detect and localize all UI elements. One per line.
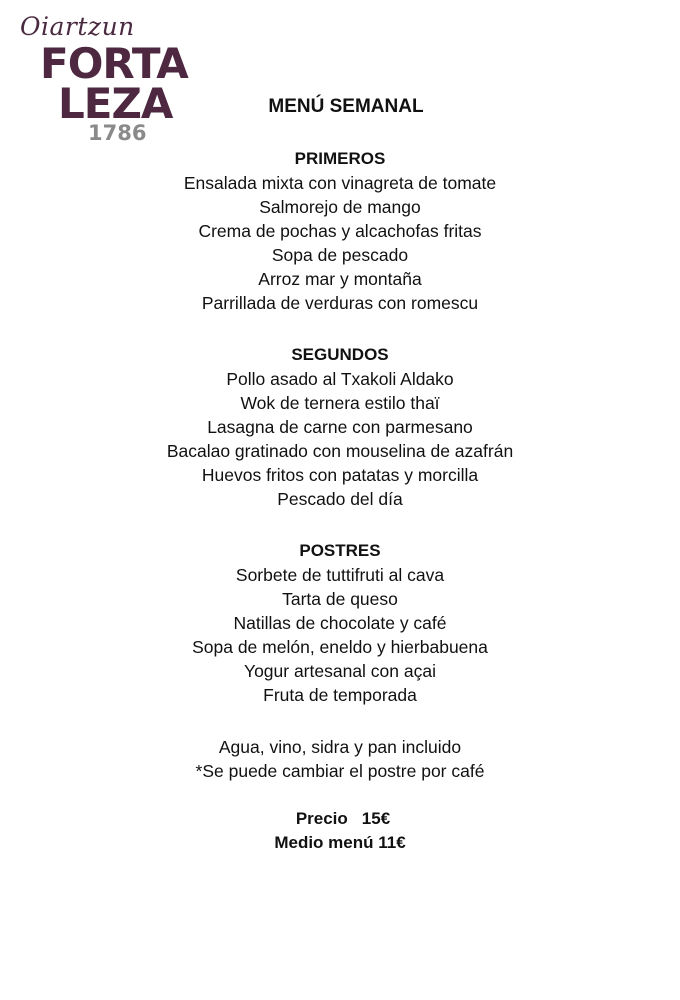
- menu-item: Bacalao gratinado con mouselina de azafrán: [166, 441, 514, 461]
- menu-notes: [0, 735, 680, 783]
- price-label: Precio: [295, 809, 348, 828]
- logo-word-forta: FORTA: [40, 39, 188, 88]
- price-line: [0, 807, 680, 831]
- logo-script-text: Oiartzun: [20, 12, 135, 41]
- included-note: Agua, vino, sidra y pan incluido: [218, 737, 462, 757]
- menu-item: Tarta de queso: [282, 589, 398, 609]
- menu-item: Wok de ternera estilo thaï: [240, 393, 440, 413]
- menu-item: Huevos fritos con patatas y morcilla: [201, 465, 479, 485]
- menu-item: Pescado del día: [277, 489, 403, 509]
- menu-item: Fruta de temporada: [263, 685, 417, 705]
- section-heading-postres: POSTRES: [299, 541, 381, 560]
- price-block: [0, 807, 680, 855]
- price-value: 15€: [361, 809, 391, 828]
- segundos-list: [0, 367, 680, 511]
- weekly-menu: [0, 92, 680, 855]
- logo-year: 1786: [88, 121, 147, 145]
- section-heading-segundos: SEGUNDOS: [291, 345, 389, 364]
- menu-item: Natillas de chocolate y café: [233, 613, 447, 633]
- menu-item: Sorbete de tuttifruti al cava: [235, 565, 445, 585]
- menu-item: Crema de pochas y alcachofas fritas: [198, 221, 482, 241]
- menu-item: Salmorejo de mango: [259, 197, 421, 217]
- dessert-swap-note: *Se puede cambiar el postre por café: [195, 761, 485, 781]
- menu-item: Sopa de melón, eneldo y hierbabuena: [192, 637, 488, 657]
- postres-list: [0, 563, 680, 707]
- menu-item: Yogur artesanal con açai: [244, 661, 436, 681]
- primeros-list: [0, 171, 680, 315]
- menu-item: Sopa de pescado: [271, 245, 409, 265]
- menu-item: Ensalada mixta con vinagreta de tomate: [183, 173, 497, 193]
- menu-item: Arroz mar y montaña: [258, 269, 422, 289]
- menu-item: Pollo asado al Txakoli Aldako: [226, 369, 454, 389]
- menu-item: Parrillada de verduras con romescu: [201, 293, 479, 313]
- menu-title: MENÚ SEMANAL: [268, 96, 424, 117]
- section-heading-primeros: PRIMEROS: [294, 149, 386, 168]
- half-menu-price: Medio menú 11€: [274, 833, 406, 852]
- menu-item: Lasagna de carne con parmesano: [207, 417, 473, 437]
- logo-word-leza: LEZA: [58, 79, 173, 128]
